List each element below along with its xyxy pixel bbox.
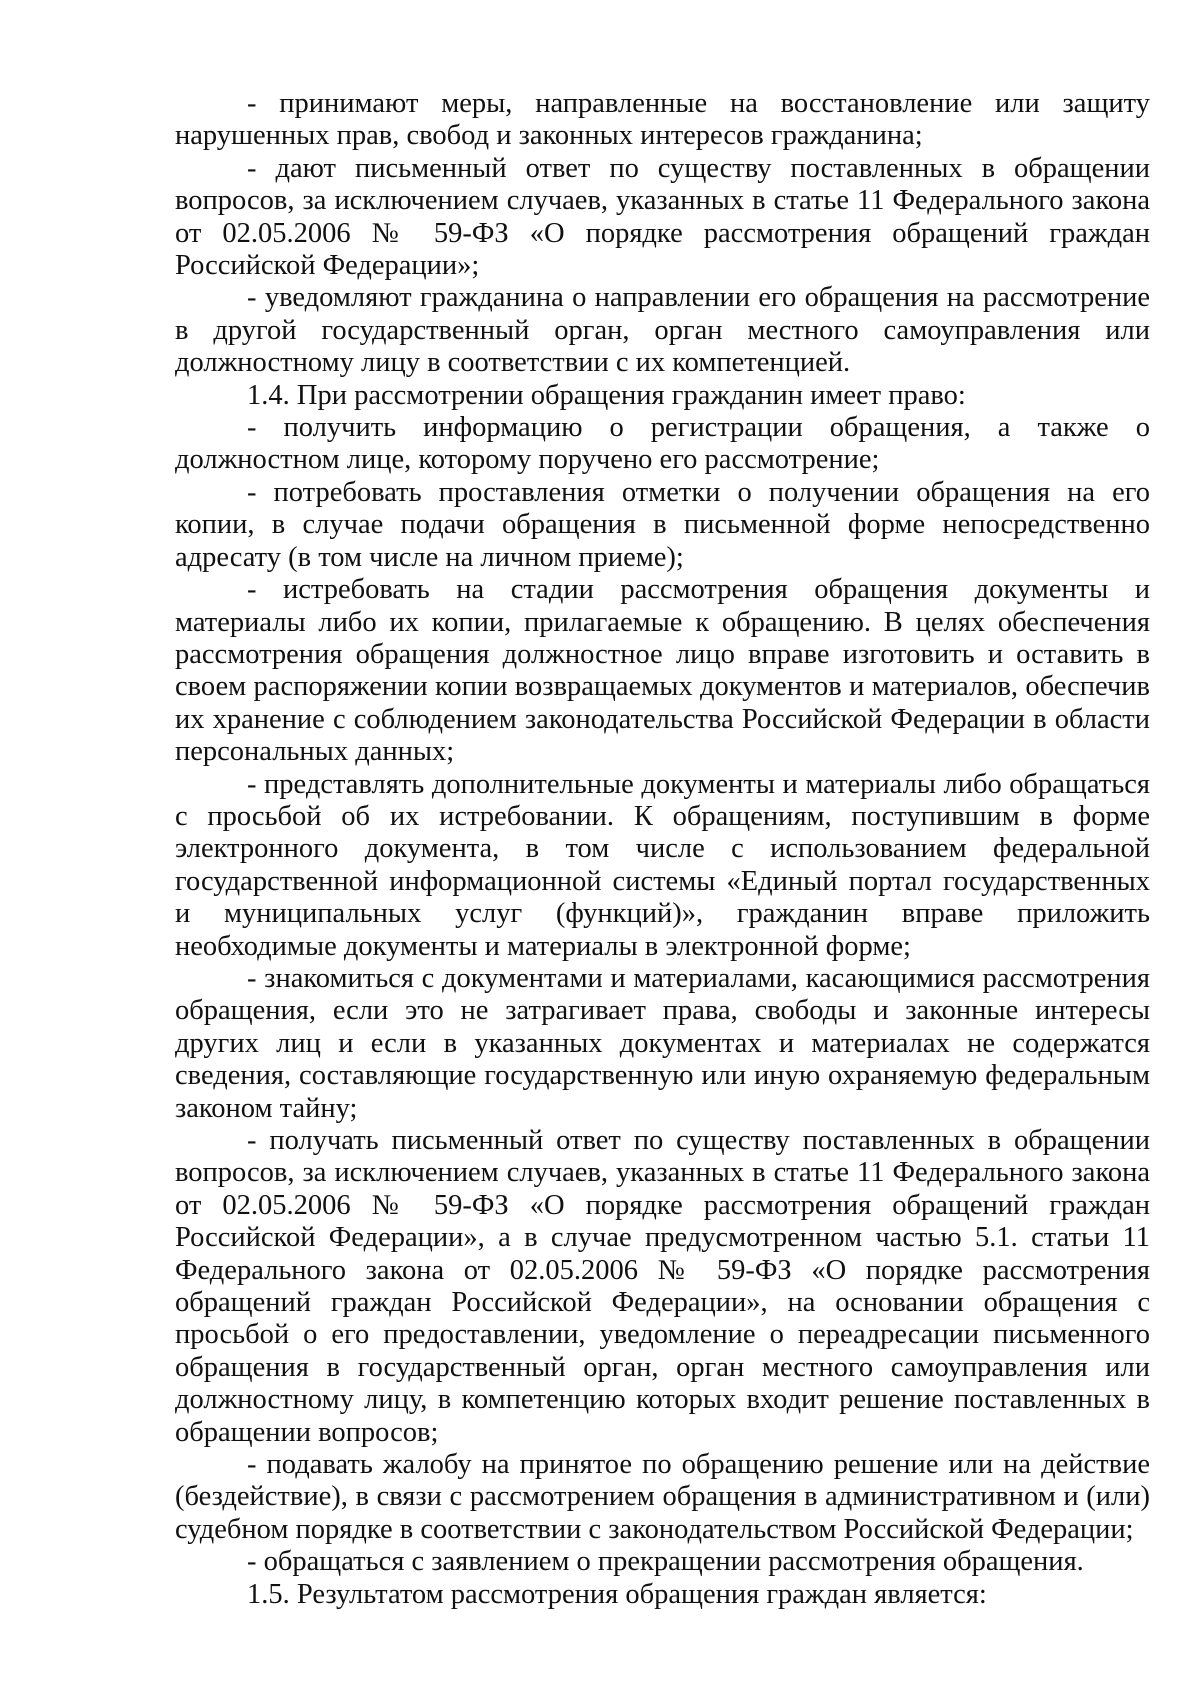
paragraph-measures: - принимают меры, направленные на восстановление или защиту нарушенных прав, свобод и законных интересов гражданина; (175, 88, 1150, 152)
section-heading-1-4: 1.4. При рассмотрении обращения гражданин имеет право: (247, 379, 966, 411)
paragraph-request-documents: - истребовать на стадии рассмотрения обращения документы и материалы либо их копии, прилагаемые к обращению. В целях обеспечения рассмотрения обращения должностное лицо вправе изготовить и оставить в своем распоряжении копии возвращаемых документов и материалов, обеспечив их хранение с соблюдением законодательства Российской Федерации в области персональных данных; (175, 574, 1150, 768)
paragraph-receipt-mark: - потребовать проставления отметки о получении обращения на его копии, в случае подачи обращения в письменной форме непосредственно адресату (в том числе на личном приеме); (175, 476, 1150, 573)
document-page (175, 88, 1150, 1611)
paragraph-termination: - обращаться с заявлением о прекращении рассмотрения обращения. (247, 1546, 1084, 1578)
paragraph-access-materials: - знакомиться с документами и материалами, касающимися рассмотрения обращения, если это не затрагивает права, свободы и законные интересы других лиц и если в указанных документах и материалах не содержатся сведения, составляющие государственную или иную охраняемую федеральным законом тайну; (175, 962, 1150, 1124)
paragraph-receive-answer: - получать письменный ответ по существу поставленных в обращении вопросов, за исключением случаев, указанных в статье 11 Федерального закона от 02.05.2006 № 59-ФЗ «О порядке рассмотрения обращений граждан Российской Федерации», а в случае предусмотренном частью 5.1. статьи 11 Федерального закона от 02.05.2006 № 59-ФЗ «О порядке рассмотрения обращений граждан Российской Федерации», на основании обращения с просьбой о его предоставлении, уведомление о переадресации письменного обращения в государственный орган, орган местного самоуправления или должностному лицу, в компетенцию которых входит решение поставленных в обращении вопросов; (175, 1125, 1150, 1448)
paragraph-written-answer: - дают письменный ответ по существу поставленных в обращении вопросов, за исключением случаев, указанных в статье 11 Федерального закона от 02.05.2006 № 59-ФЗ «О порядке рассмотрения обращений граждан Российской Федерации»; (175, 152, 1150, 282)
paragraph-notify-redirect: - уведомляют гражданина о направлении его обращения на рассмотрение в другой государственный орган, орган местного самоуправления или должностному лицу в соответствии с их компетенцией. (175, 282, 1150, 379)
paragraph-complaint: - подавать жалобу на принятое по обращению решение или на действие (бездействие), в связи с рассмотрением обращения в административном и (или) судебном порядке в соответствии с законодательством Российской Федерации; (175, 1449, 1150, 1545)
paragraph-additional-documents: - представлять дополнительные документы и материалы либо обращаться с просьбой об их истребовании. К обращениям, поступившим в форме электронного документа, в том числе с использованием федеральной государственной информационной системы «Единый портал государственных и муниципальных услуг (функций)», гражданин вправе приложить необходимые документы и материалы в электронной форме; (175, 768, 1150, 962)
paragraph-registration-info: - получить информацию о регистрации обращения, а также о должностном лице, которому поручено его рассмотрение; (175, 412, 1150, 476)
section-heading-1-5: 1.5. Результатом рассмотрения обращения граждан является: (247, 1578, 987, 1610)
